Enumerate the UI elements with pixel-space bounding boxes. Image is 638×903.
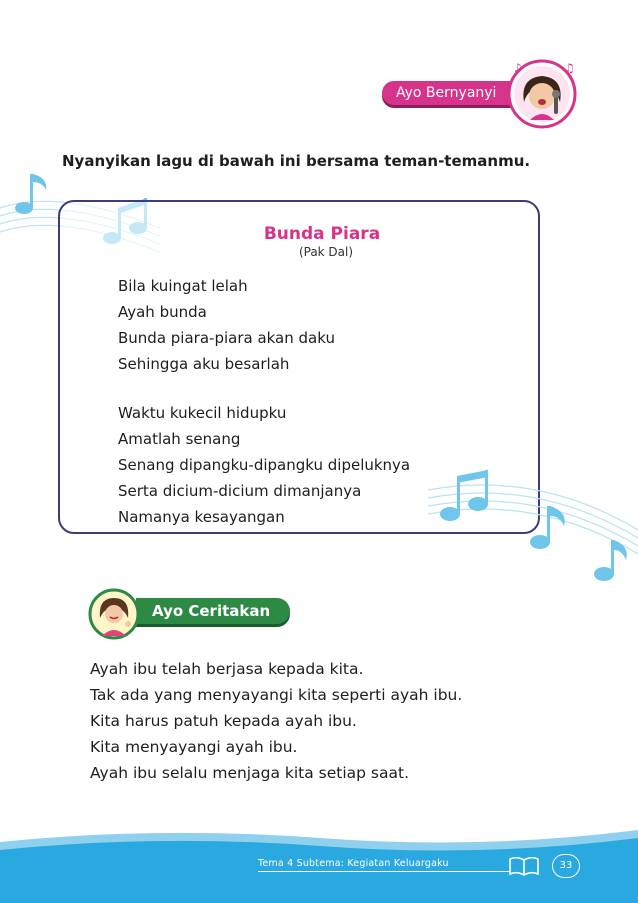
storyteller-girl-icon (88, 588, 140, 640)
song-stanza-1 (118, 273, 335, 377)
ayo-ceritakan-label: Ayo Ceritakan (152, 602, 271, 620)
story-line: Tak ada yang menyayangi kita seperti ayah ibu. (90, 686, 463, 704)
ayo-ceritakan-badge (136, 598, 290, 624)
story-line: Ayah ibu selalu menjaga kita setiap saat. (90, 764, 409, 782)
footer-subtitle: Tema 4 Subtema: Kegiatan Keluargaku (258, 858, 449, 869)
ayo-bernyanyi-label: Ayo Bernyanyi (396, 85, 497, 101)
song-stanza-2 (118, 400, 410, 530)
lyric-line: Serta dicium-dicium dimanjanya (118, 482, 362, 500)
lyric-line: Bunda piara-piara akan daku (118, 329, 335, 347)
story-line: Kita menyayangi ayah ibu. (90, 738, 298, 756)
page-number: 33 (552, 854, 580, 878)
song-title: Bunda Piara (263, 224, 381, 244)
lyric-line: Namanya kesayangan (118, 508, 285, 526)
lyric-line: Ayah bunda (118, 303, 207, 321)
ayo-bernyanyi-badge (382, 81, 514, 105)
svg-text:♫: ♫ (564, 61, 575, 75)
footer-divider (258, 871, 510, 872)
lyric-line: Senang dipangku-dipangku dipeluknya (118, 456, 411, 474)
lyric-line: Sehingga aku besarlah (118, 355, 290, 373)
story-text (90, 656, 462, 786)
instruction-text: Nyanyikan lagu di bawah ini bersama teman-temanmu. (62, 152, 531, 170)
song-author: (Pak Dal) (298, 245, 354, 259)
singing-girl-icon (506, 58, 578, 130)
story-line: Ayah ibu telah berjasa kepada kita. (90, 660, 364, 678)
lyric-line: Waktu kukecil hidupku (118, 404, 287, 422)
lyric-line: Bila kuingat lelah (118, 277, 248, 295)
music-notes-icon (428, 470, 638, 590)
svg-text:♪: ♪ (514, 61, 522, 75)
open-book-icon (508, 855, 540, 877)
story-line: Kita harus patuh kepada ayah ibu. (90, 712, 357, 730)
lyric-line: Amatlah senang (118, 430, 241, 448)
